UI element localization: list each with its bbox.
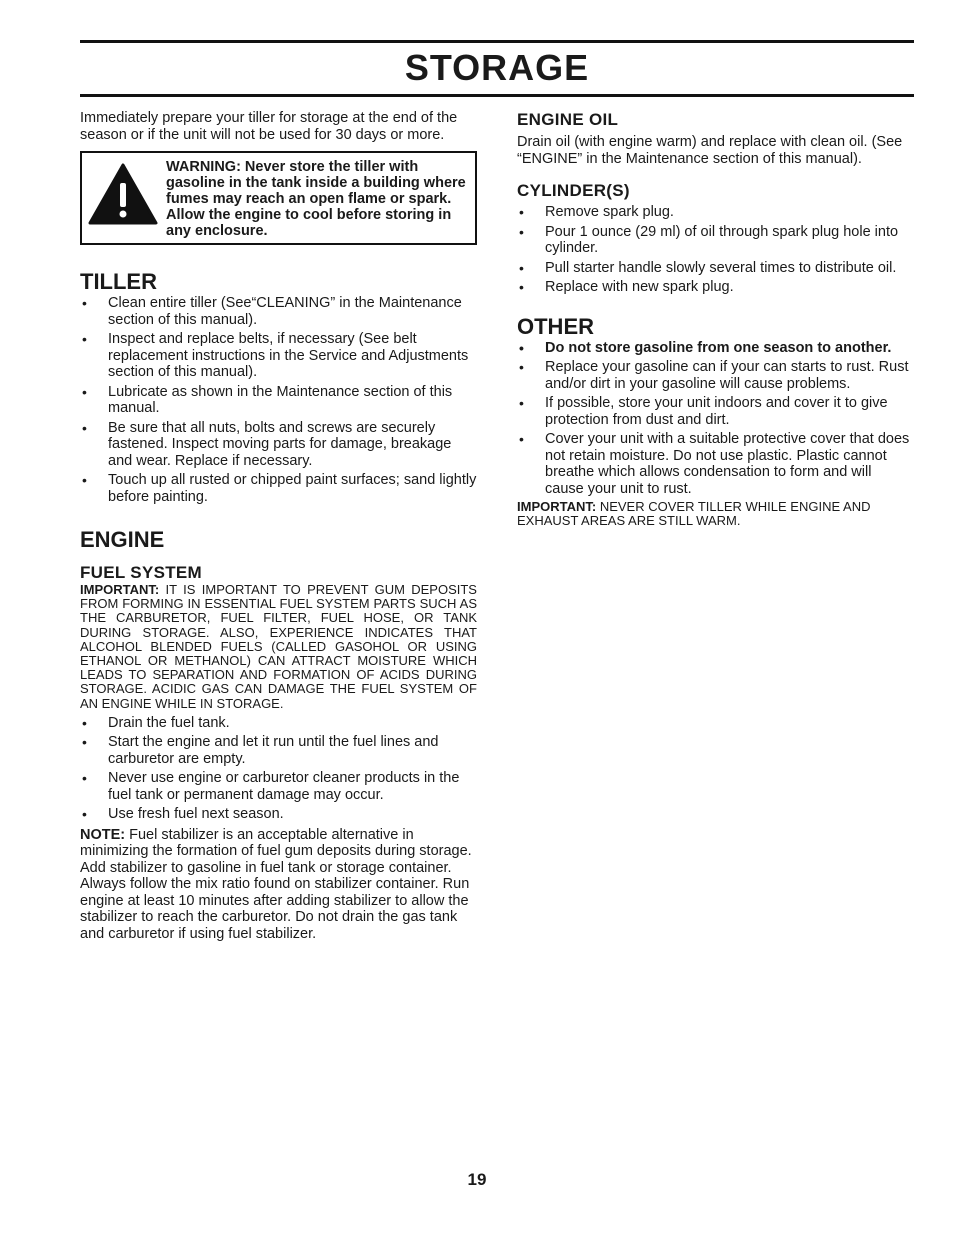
tiller-list (80, 295, 477, 505)
list-item: • Lubricate as shown in the Maintenance section of this manual. (80, 384, 477, 417)
important-label: IMPORTANT: (80, 582, 160, 597)
engine-oil-heading: ENGINE OIL (517, 110, 619, 129)
note-text: Fuel stabilizer is an acceptable alternative in minimizing the formation of fuel gum deposits during storage. Add stabilizer to gasoline in fuel tank or storage container. Always follow the mix ratio found on stabilizer container. Run engine at least 10 minutes after adding stabilizer to allow the stabilizer to reach the carburetor. Do not drain the gas tank and carburetor if using fuel stabilizer. (80, 826, 472, 942)
warning-box (80, 151, 477, 245)
title-top-rule (80, 40, 914, 43)
engine-oil-text: Drain oil (with engine warm) and replace with clean oil. (See “ENGINE” in the Maintenance section of this manual). (517, 134, 903, 167)
important-text: NEVER COVER TILLER WHILE ENGINE AND EXHAUST AREAS ARE STILL WARM. (517, 499, 871, 529)
list-item: • Use fresh fuel next season. (80, 806, 477, 823)
list-item: • Be sure that all nuts, bolts and screws are securely fastened. Inspect moving parts for damage, breakage and wear. Replace if necessary. (80, 420, 477, 470)
list-item: • Replace your gasoline can if your can starts to rust. Rust and/or dirt in your gasoline will cause problems. (517, 359, 914, 392)
other-heading: OTHER (517, 313, 594, 339)
list-item: • Never use engine or carburetor cleaner products in the fuel tank or permanent damage may occur. (80, 770, 477, 803)
tiller-heading: TILLER (80, 269, 157, 294)
important-label: IMPORTANT: (517, 499, 597, 514)
note-label: NOTE: (80, 826, 126, 843)
list-item: • Clean entire tiller (See“CLEANING” in the Maintenance section of this manual). (80, 295, 477, 328)
important-text: IT IS IMPORTANT TO PREVENT GUM DEPOSITS FROM FORMING IN ESSENTIAL FUEL SYSTEM PARTS SUCH AS THE CARBURETOR, FUEL FILTER, FUEL HOSE, OR TANK DURING STORAGE. ALSO, EXPERIENCE INDICATES THAT ALCOHOL BLENDED FUELS (CALLED GASOHOL OR USING ETHANOL OR METHANOL) CAN ATTRACT MOISTURE WHICH LEADS TO SEPARATION AND FORMATION OF ACIDS DURING STORAGE. ACIDIC GAS CAN DAMAGE THE FUEL SYSTEM OF AN ENGINE WHILE IN STORAGE. (80, 582, 477, 711)
other-important-paragraph (517, 500, 914, 528)
list-item: • Drain the fuel tank. (80, 715, 477, 732)
fuel-important-paragraph (80, 583, 477, 711)
list-item: • Do not store gasoline from one season to another. (517, 340, 914, 357)
list-item: • Touch up all rusted or chipped paint surfaces; sand lightly before painting. (80, 472, 477, 505)
title-bottom-rule (80, 94, 914, 97)
fuel-system-list (80, 715, 477, 823)
page-number: 19 (467, 1170, 487, 1189)
list-item: • Start the engine and let it run until the fuel lines and carburetor are empty. (80, 734, 477, 767)
left-column (80, 110, 477, 942)
cylinders-heading: CYLINDER(S) (517, 181, 630, 200)
list-item: • Pull starter handle slowly several times to distribute oil. (517, 260, 914, 277)
list-item: • Replace with new spark plug. (517, 279, 914, 296)
warning-triangle-icon (88, 163, 158, 225)
intro-paragraph: Immediately prepare your tiller for storage at the end of the season or if the unit will not be used for 30 days or more. (80, 110, 458, 143)
other-list (517, 340, 914, 498)
list-item: • Cover your unit with a suitable protective cover that does not retain moisture. Do not use plastic. Plastic cannot breathe which allows condensation to form and will cause your unit to rust. (517, 431, 914, 497)
list-item: • Inspect and replace belts, if necessary (See belt replacement instructions in the Service and Adjustments section of this manual). (80, 331, 477, 381)
warning-text: WARNING: Never store the tiller with gasoline in the tank inside a building where fumes may reach an open flame or spark. Allow the engine to cool before storing in any enclosure. (166, 159, 466, 239)
list-item: • Remove spark plug. (517, 204, 914, 221)
engine-heading: ENGINE (80, 527, 165, 552)
page-title: STORAGE (404, 47, 590, 88)
list-item: • If possible, store your unit indoors and cover it to give protection from dust and dirt. (517, 395, 914, 428)
list-item: • Pour 1 ounce (29 ml) of oil through spark plug hole into cylinder. (517, 224, 914, 257)
note-paragraph (80, 827, 477, 943)
cylinders-list (517, 204, 914, 296)
fuel-system-heading: FUEL SYSTEM (80, 563, 203, 582)
right-column (517, 110, 914, 528)
